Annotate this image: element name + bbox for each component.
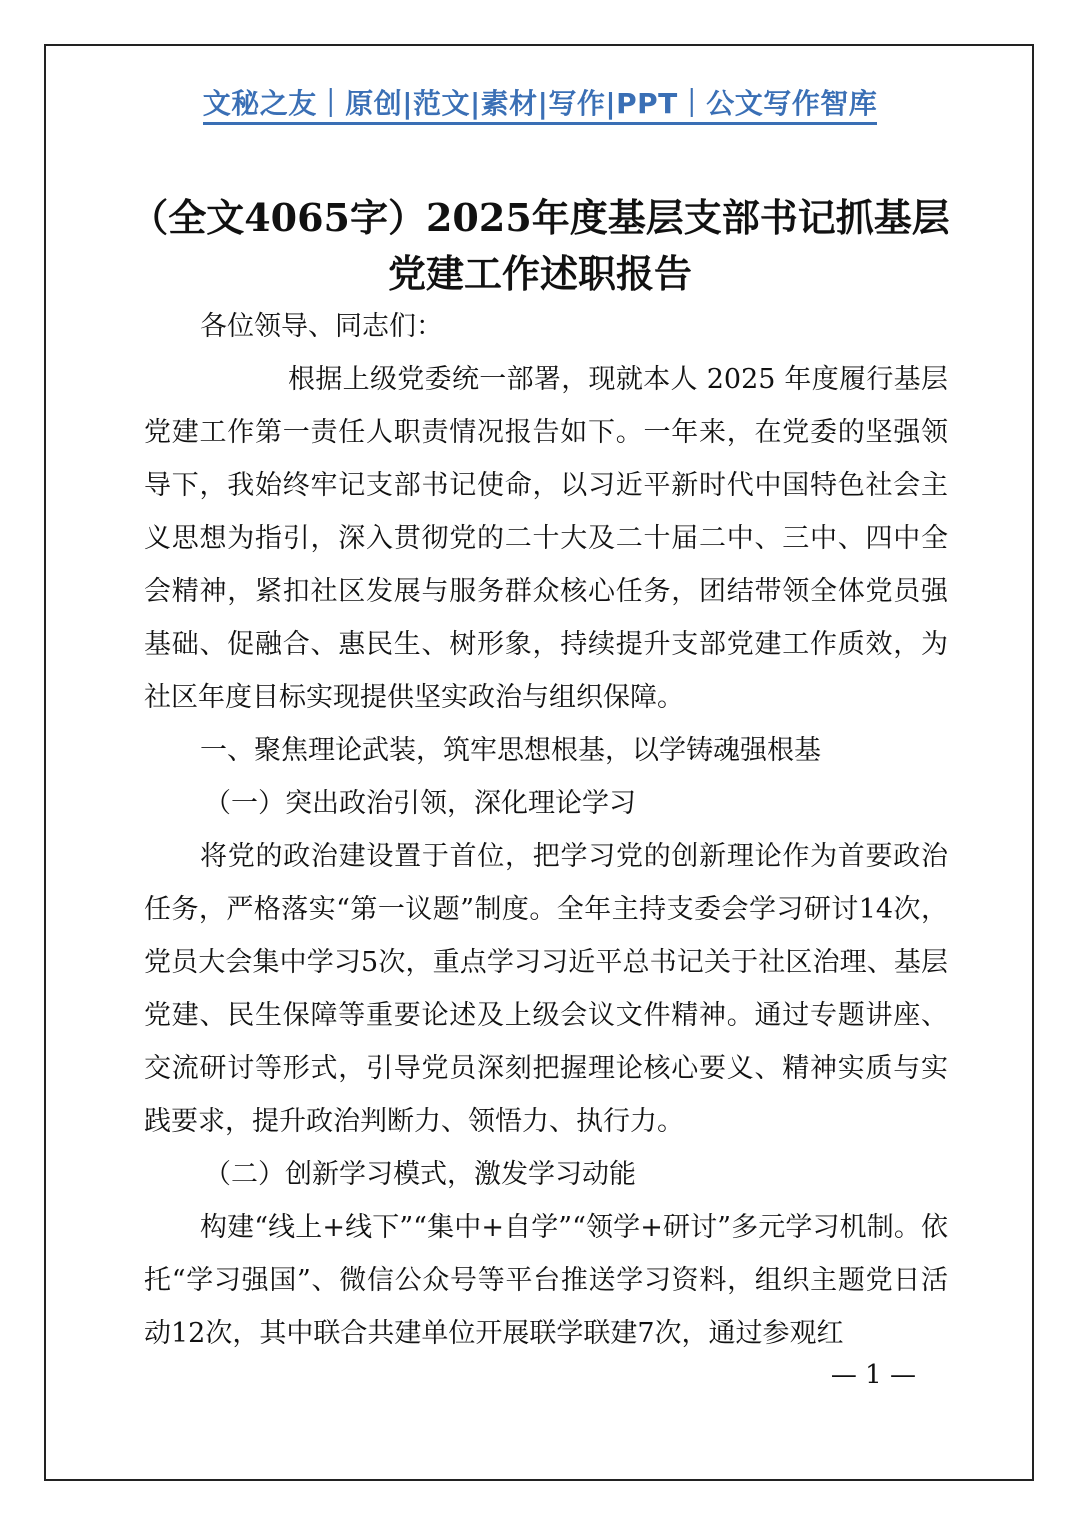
- body-paragraph: 将党的政治建设置于首位，把学习党的创新理论作为首要政治任务，严格落实“第一议题”制度。全年主持支委会学习研讨14次，党员大会集中学习5次，重点学习习近平总书记关于社区治理、基层党建、民生保障等重要论述及上级会议文件精神。通过专题讲座、交流研讨等形式，引导党员深刻把握理论核心要义、精神实质与实践要求，提升政治判断力、领悟力、执行力。: [144, 841, 948, 1137]
- header-banner-text[interactable]: 文秘之友｜原创|范文|素材|写作|PPT｜公文写作智库: [203, 87, 878, 125]
- header-banner[interactable]: [0, 82, 1080, 122]
- subsection-heading: （二）创新学习模式，激发学习动能: [204, 1159, 636, 1190]
- document-title: （全文4065字）2025年度基层支部书记抓基层党建工作述职报告: [130, 195, 950, 296]
- subsection-heading: （一）突出政治引领，深化理论学习: [204, 788, 636, 819]
- page-number: — 1 —: [830, 1360, 916, 1390]
- document-body: [144, 300, 948, 1360]
- intro-paragraph: 根据上级党委统一部署，现就本人 2025 年度履行基层党建工作第一责任人职责情况报告如下。一年来，在党委的坚强领导下，我始终牢记支部书记使命，以习近平新时代中国特色社会主义思想为指引，深入贯彻党的二十大及二十届二中、三中、四中全会精神，紧扣社区发展与服务群众核心任务，团结带领全体党员强基础、促融合、惠民生、树形象，持续提升支部党建工作质效，为社区年度目标实现提供坚实政治与组织保障。: [144, 364, 948, 713]
- body-paragraph: 构建“线上+线下”“集中+自学”“领学+研讨”多元学习机制。依托“学习强国”、微信公众号等平台推送学习资料，组织主题党日活动12次，其中联合共建单位开展联学联建7次，通过参观红: [144, 1212, 948, 1349]
- salutation: 各位领导、同志们：: [200, 311, 443, 342]
- section-heading: 一、聚焦理论武装，筑牢思想根基，以学铸魂强根基: [200, 735, 821, 766]
